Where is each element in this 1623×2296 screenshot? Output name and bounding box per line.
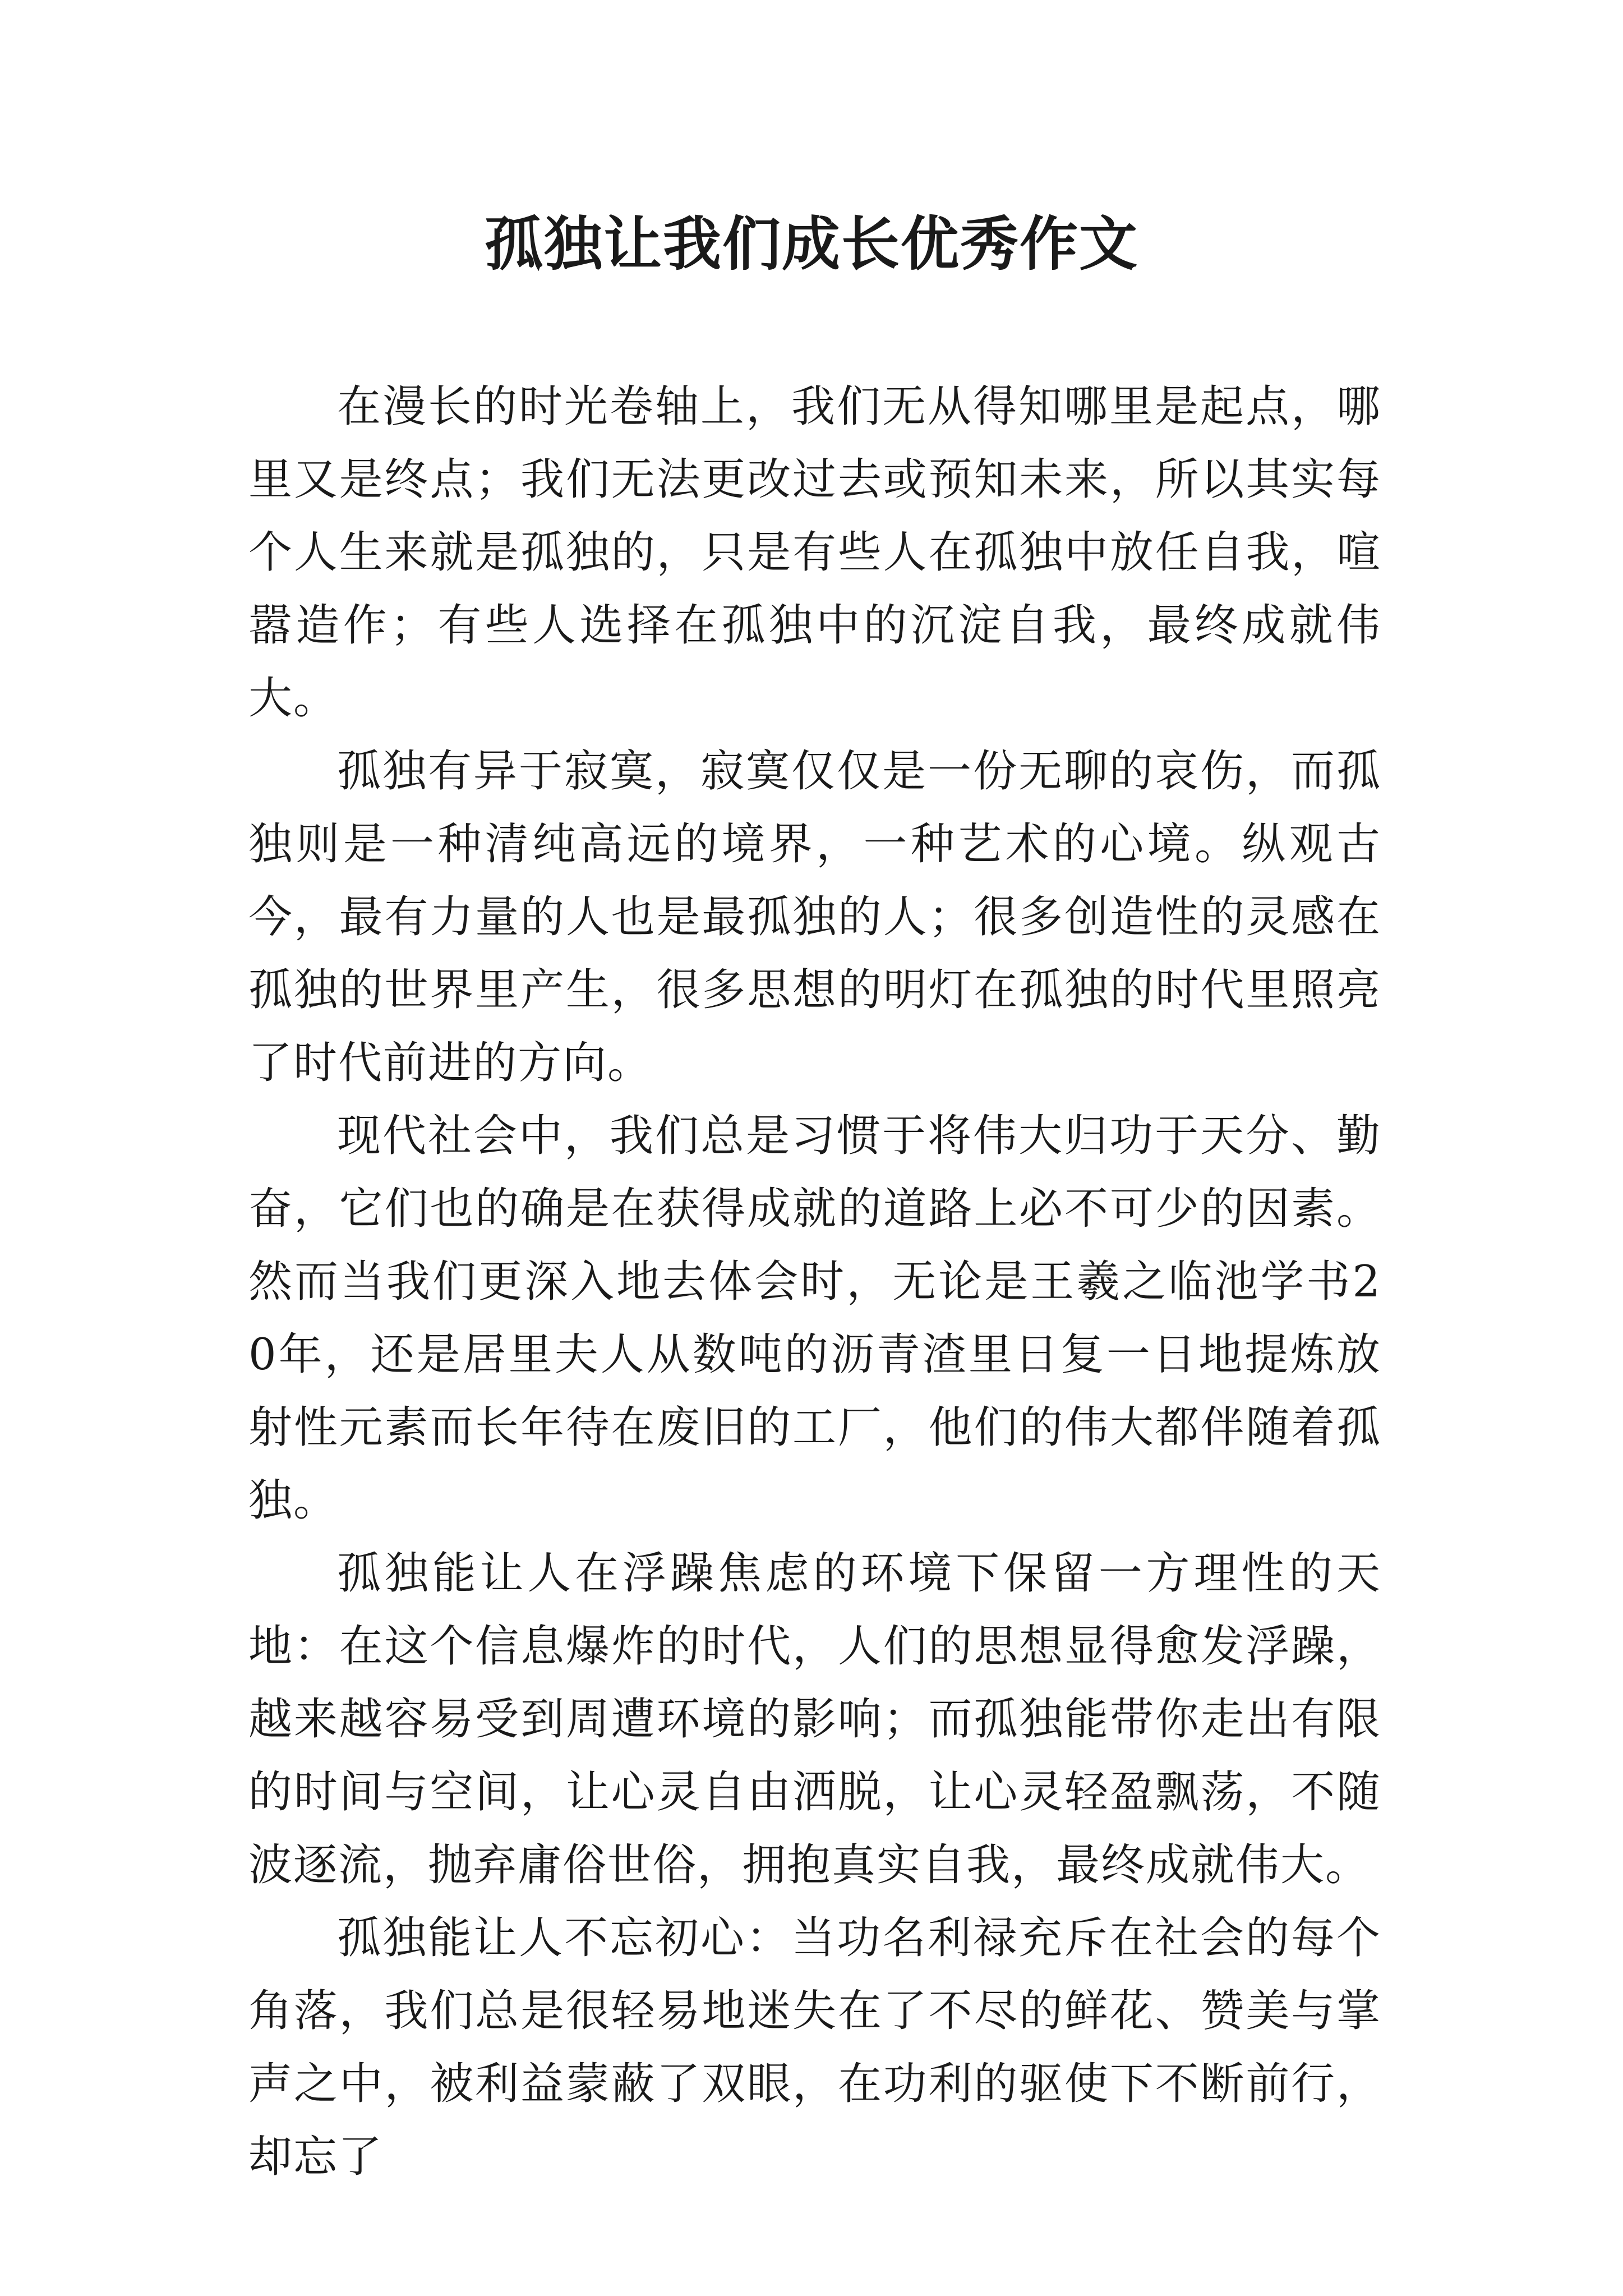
paragraph: 现代社会中，我们总是习惯于将伟大归功于天分、勤奋，它们也的确是在获得成就的道路上必不可少的因素。然而当我们更深入地去体会时，无论是王羲之临池学书20年，还是居里夫人从数吨的沥青渣里日复一日地提炼放射性元素而长年待在废旧的工厂，他们的伟大都伴随着孤独。 xyxy=(248,1111,1381,1526)
paragraph: 孤独有异于寂寞，寂寞仅仅是一份无聊的哀伤，而孤独则是一种清纯高远的境界，一种艺术的心境。纵观古今，最有力量的人也是最孤独的人；很多创造性的灵感在孤独的世界里产生，很多思想的明灯在孤独的时代里照亮了时代前进的方向。 xyxy=(248,746,1381,1088)
paragraph: 孤独能让人在浮躁焦虑的环境下保留一方理性的天地：在这个信息爆炸的时代，人们的思想显得愈发浮躁，越来越容易受到周遭环境的影响；而孤独能带你走出有限的时间与空间，让心灵自由洒脱，让心灵轻盈飘荡，不随波逐流，抛弃庸俗世俗，拥抱真实自我，最终成就伟大。 xyxy=(248,1548,1381,1890)
paragraph: 在漫长的时光卷轴上，我们无从得知哪里是起点，哪里又是终点；我们无法更改过去或预知未来，所以其实每个人生来就是孤独的，只是有些人在孤独中放任自我，喧嚣造作；有些人选择在孤独中的沉淀自我，最终成就伟大。 xyxy=(248,381,1381,724)
paragraph: 孤独能让人不忘初心：当功名利禄充斥在社会的每个角落，我们总是很轻易地迷失在了不尽的鲜花、赞美与掌声之中，被利益蒙蔽了双眼，在功利的驱使下不断前行，却忘了 xyxy=(248,1913,1381,2182)
document-title: 孤独让我们成长优秀作文 xyxy=(484,209,1138,278)
document-body xyxy=(248,370,1381,2193)
